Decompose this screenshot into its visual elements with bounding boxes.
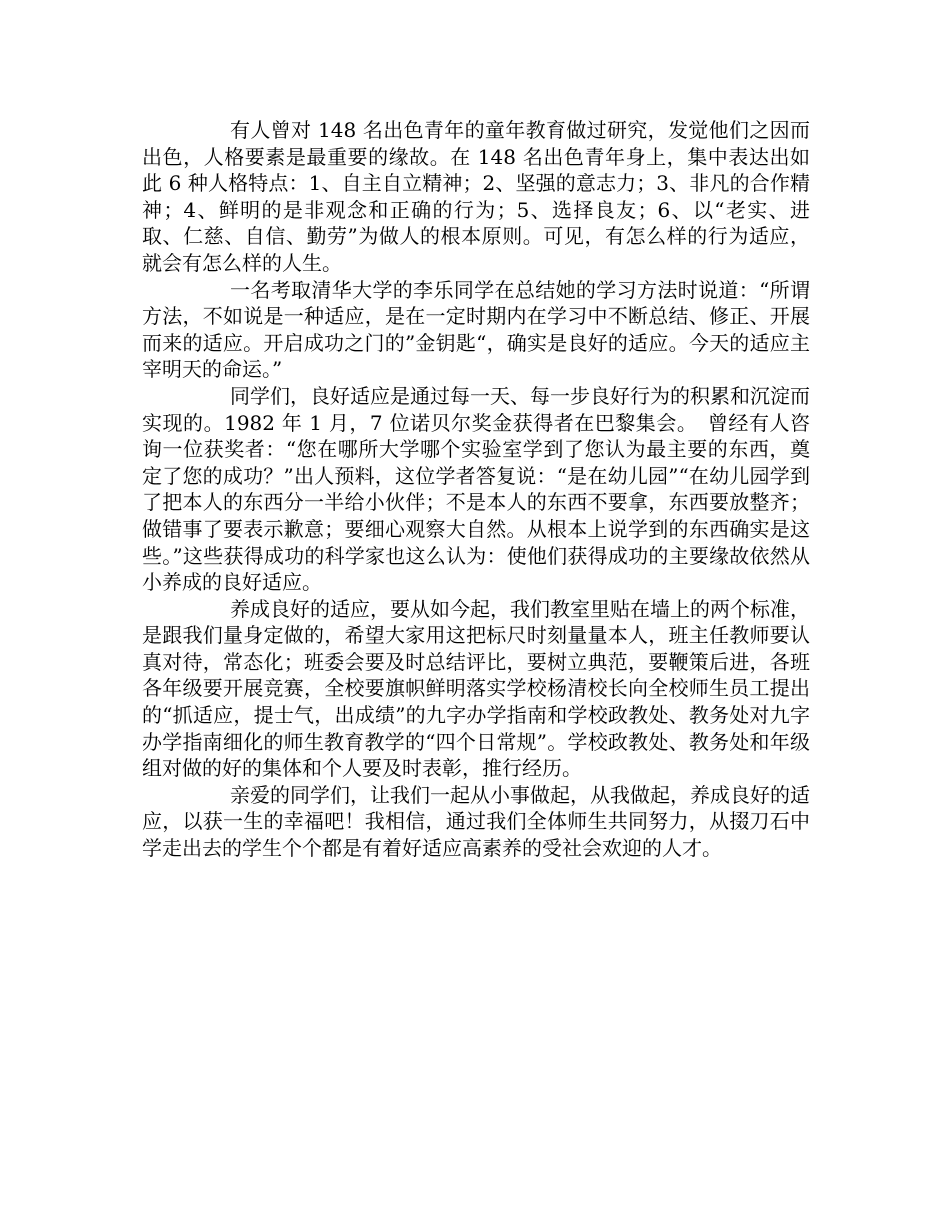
document-body: [142, 117, 810, 862]
paragraph: 亲爱的同学们，让我们一起从小事做起，从我做起，养成良好的适应，以获一生的幸福吧！我相信，通过我们全体师生共同努力，从掇刀石中学走出去的学生个个都是有着好适应高素养的受社会欢迎的人才。: [142, 782, 810, 861]
paragraph: 有人曾对 148 名出色青年的童年教育做过研究，发觉他们之因而出色，人格要素是最重要的缘故。在 148 名出色青年身上，集中表达出如此 6 种人格特点：1、自主自立精神；2、坚强的意志力；3、非凡的合作精神；4、鲜明的是非观念和正确的行为；5、选择良友；6、以“老实、进取、仁慈、自信、勤劳”为做人的根本原则。可见，有怎么样的行为适应，就会有怎么样的人生。: [142, 118, 810, 275]
paragraph: 养成良好的适应，要从如今起，我们教室里贴在墙上的两个标准，是跟我们量身定做的，希望大家用这把标尺时刻量量本人，班主任教师要认真对待，常态化；班委会要及时总结评比，要树立典范，要鞭策后进，各班各年级要开展竞赛，全校要旗帜鲜明落实学校杨清校长向全校师生员工提出的“抓适应，提士气，出成绩”的九字办学指南和学校政教处、教务处对九字办学指南细化的师生教育教学的“四个日常规”。学校政教处、教务处和年级组对做的好的集体和个人要及时表彰，推行经历。: [142, 596, 810, 781]
paragraph: 一名考取清华大学的李乐同学在总结她的学习方法时说道：“所谓方法，不如说是一种适应，是在一定时期内在学习中不断总结、修正、开展而来的适应。开启成功之门的”金钥匙“，确实是良好的适应。今天的适应主宰明天的命运。”: [142, 277, 810, 382]
paragraph: 同学们，良好适应是通过每一天、每一步良好行为的积累和沉淀而实现的。1982 年 1 月，7 位诺贝尔奖金获得者在巴黎集会。 曾经有人咨询一位获奖者：“您在哪所大学哪个实验室学到了您认为最主要的东西，奠定了您的成功？”出人预料，这位学者答复说：“是在幼儿园”“在幼儿园学到了把本人的东西分一半给小伙伴；不是本人的东西不要拿，东西要放整齐；做错事了要表示歉意；要细心观察大自然。从根本上说学到的东西确实是这些。”这些获得成功的科学家也这么认为：使他们获得成功的主要缘故依然从小养成的良好适应。: [142, 383, 810, 595]
